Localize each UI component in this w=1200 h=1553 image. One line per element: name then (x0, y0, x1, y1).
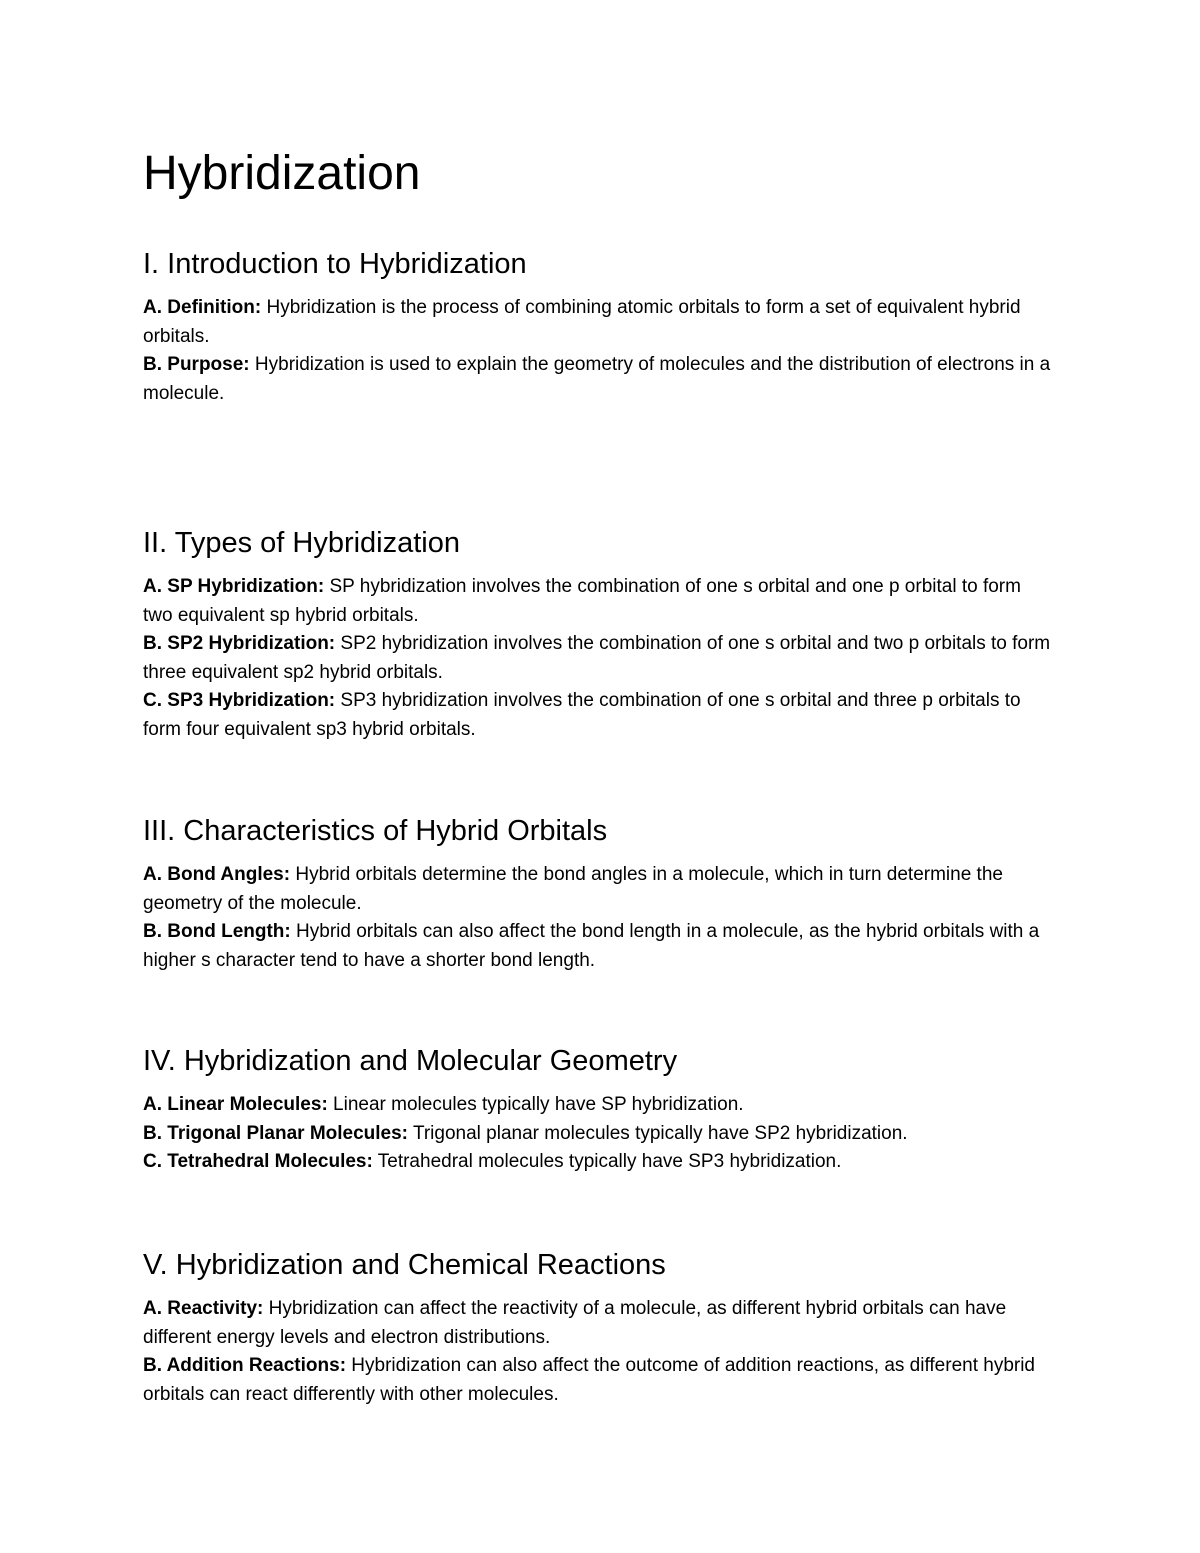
item-text: SP2 hybridization involves the combination of one s orbital and two p orbitals to form three equivalent sp2 hybrid orbitals. (143, 633, 1051, 683)
item-text: SP hybridization involves the combination of one s orbital and one p orbital to form two equivalent sp hybrid orbitals. (143, 576, 1021, 626)
item-text: Hybridization can affect the reactivity of a molecule, as different hybrid orbitals can have different energy levels and electron distributions. (143, 1298, 1007, 1348)
section-heading: III. Characteristics of Hybrid Orbitals (143, 815, 608, 847)
purpose-item (143, 351, 1053, 408)
item-text: Trigonal planar molecules typically have SP2 hybridization. (408, 1122, 908, 1144)
reactivity-item (143, 1295, 1053, 1352)
item-label: C. SP3 Hybridization: (143, 690, 336, 712)
section-heading: I. Introduction to Hybridization (143, 248, 527, 280)
trigonal-planar-item (143, 1120, 1053, 1149)
item-text: SP3 hybridization involves the combination of one s orbital and three p orbitals to form four equivalent sp3 hybrid orbitals. (143, 690, 1021, 740)
section-heading: IV. Hybridization and Molecular Geometry (143, 1045, 678, 1077)
item-label: A. Reactivity: (143, 1298, 264, 1319)
item-label: C. Tetrahedral Molecules: (143, 1151, 373, 1173)
item-label: A. Bond Angles: (143, 864, 291, 885)
item-text: Tetrahedral molecules typically have SP3 hybridization. (372, 1151, 842, 1173)
section-introduction (143, 246, 1053, 408)
section-chemical-reactions (143, 1247, 1053, 1409)
item-text: Hybridization can also affect the outcome of addition reactions, as different hybrid orbitals can react differently with other molecules. (143, 1355, 1036, 1405)
linear-molecules-item (143, 1091, 1053, 1120)
addition-reactions-item (143, 1352, 1053, 1409)
item-text: Hybridization is used to explain the geometry of molecules and the distribution of electrons in a molecule. (143, 354, 1051, 404)
item-label: A. Definition: (143, 297, 262, 318)
bond-length-item (143, 918, 1053, 975)
section-characteristics (143, 813, 1053, 975)
section-types (143, 525, 1053, 745)
item-label: B. Trigonal Planar Molecules: (143, 1122, 409, 1144)
tetrahedral-item (143, 1148, 1053, 1177)
item-label: A. Linear Molecules: (143, 1094, 328, 1115)
item-label: B. Bond Length: (143, 921, 291, 943)
sp2-hybridization-item (143, 630, 1053, 687)
definition-item (143, 294, 1053, 351)
section-heading: V. Hybridization and Chemical Reactions (143, 1249, 666, 1281)
page-title: Hybridization (143, 147, 421, 200)
item-label: A. SP Hybridization: (143, 576, 325, 597)
section-heading: II. Types of Hybridization (143, 527, 461, 559)
item-label: B. SP2 Hybridization: (143, 633, 336, 655)
item-text: Hybrid orbitals can also affect the bond length in a molecule, as the hybrid orbitals with a higher s character tend to have a shorter bond length. (143, 921, 1040, 971)
item-text: Linear molecules typically have SP hybridization. (327, 1094, 744, 1115)
bond-angles-item (143, 861, 1053, 918)
section-molecular-geometry (143, 1043, 1053, 1177)
item-label: B. Addition Reactions: (143, 1355, 347, 1377)
sp-hybridization-item (143, 573, 1053, 630)
item-text: Hybrid orbitals determine the bond angles in a molecule, which in turn determine the geometry of the molecule. (143, 864, 1003, 914)
item-label: B. Purpose: (143, 354, 250, 376)
sp3-hybridization-item (143, 687, 1053, 744)
item-text: Hybridization is the process of combining atomic orbitals to form a set of equivalent hybrid orbitals. (143, 297, 1021, 347)
